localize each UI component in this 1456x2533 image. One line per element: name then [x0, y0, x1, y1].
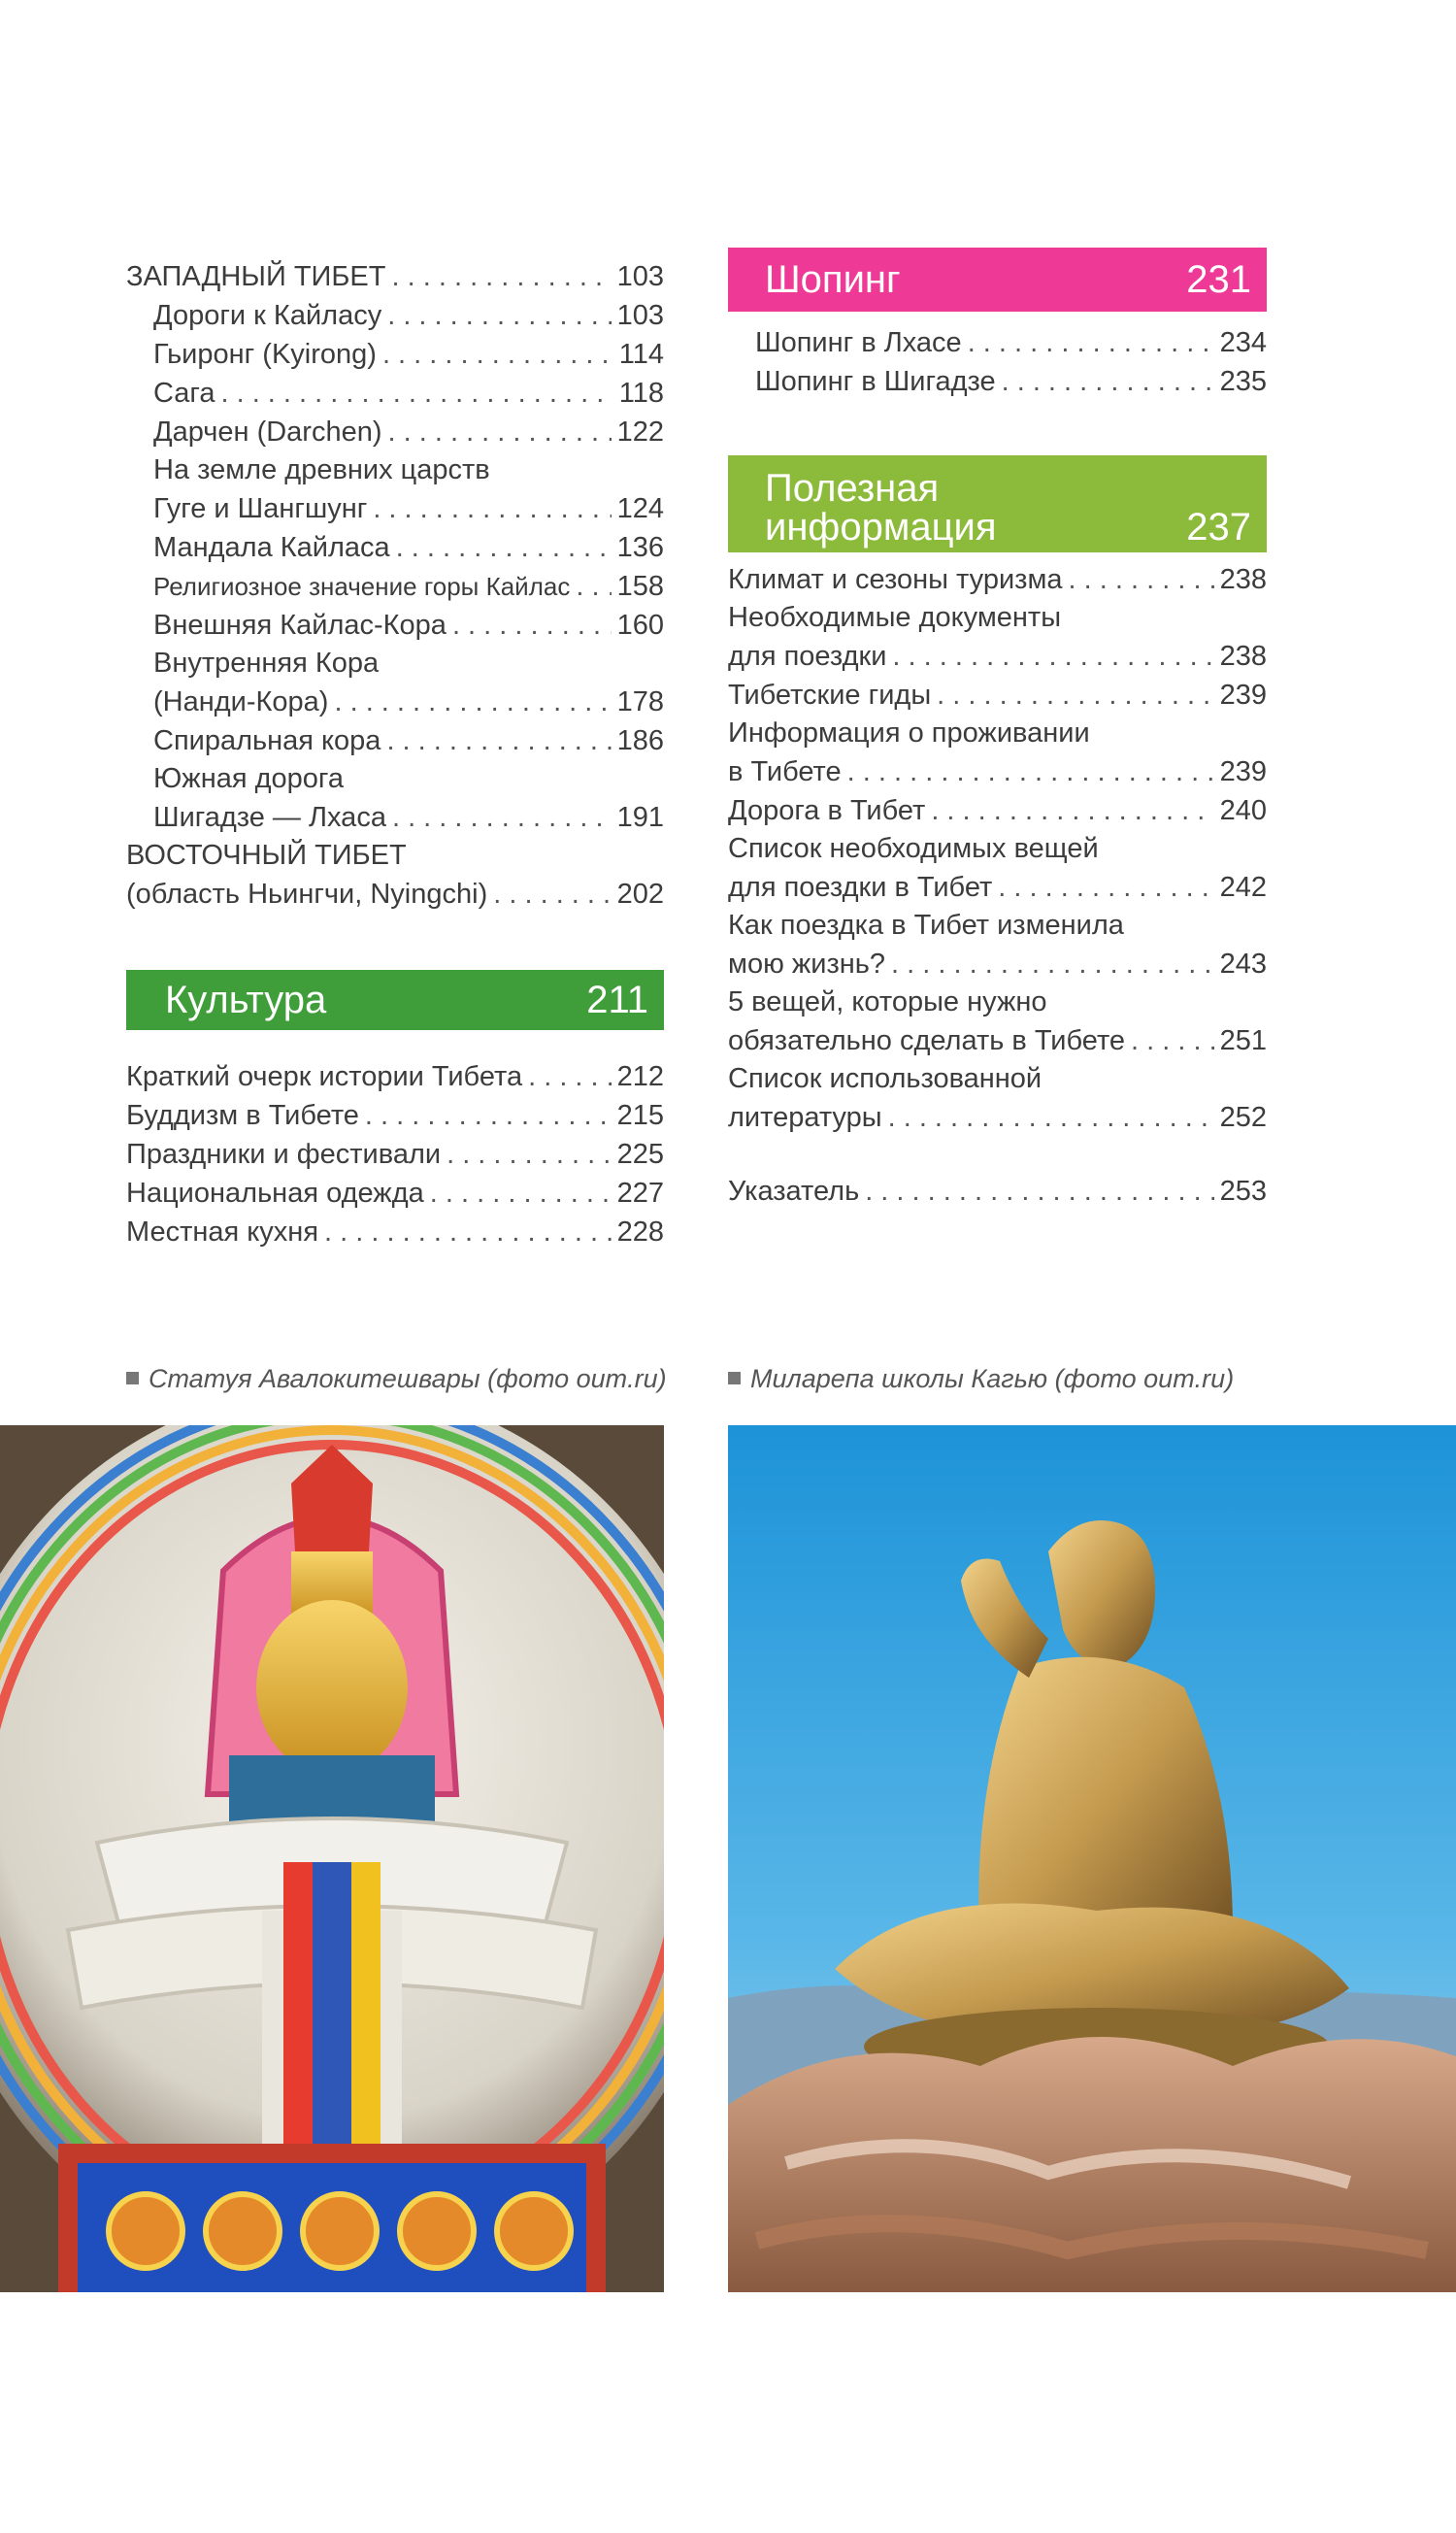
toc-entry[interactable]: (Нанди-Кора) . . . 178	[126, 683, 664, 721]
milarepa-image	[728, 1425, 1456, 2292]
toc-info-list	[728, 560, 1267, 1211]
photo-avalokiteshvara	[0, 1425, 664, 2292]
toc-entry[interactable]: Буддизм в Тибете . . . 215	[126, 1096, 664, 1135]
caption-right: Миларепа школы Кагью (фото oum.ru)	[728, 1364, 1234, 1394]
toc-entry[interactable]: в Тибете . . . 239	[728, 752, 1267, 791]
section-header-shopping[interactable]	[728, 248, 1267, 312]
toc-entry[interactable]: Праздники и фестивали . . . 225	[126, 1135, 664, 1174]
section-title: Полезная информация	[765, 467, 997, 549]
toc-entry[interactable]: Тибетские гиды . . . 239	[728, 676, 1267, 715]
toc-entry[interactable]: Внешняя Кайлас-Кора . . . 160	[126, 606, 664, 645]
toc-entry[interactable]: Гуге и Шангшунг . . . 124	[126, 489, 664, 528]
square-bullet-icon	[126, 1372, 139, 1384]
toc-entry[interactable]: Местная кухня . . . 228	[126, 1213, 664, 1251]
section-title: Шопинг	[765, 257, 901, 301]
toc-entry-line[interactable]: 5 вещей, которые нужно	[728, 986, 1047, 1017]
toc-entry[interactable]: мою жизнь? . . . 243	[728, 945, 1267, 983]
toc-entry-line[interactable]: Внутренняя Кора	[153, 648, 380, 679]
toc-entry-line[interactable]: Необходимые документы	[728, 602, 1062, 633]
toc-entry-line[interactable]: Информация о проживании	[728, 717, 1090, 749]
toc-entry[interactable]: Дороги к Кайласу . . . 103	[126, 296, 664, 335]
toc-entry[interactable]: (область Ньингчи, Nyingchi) . . . 202	[126, 875, 664, 914]
toc-entry[interactable]: Гьиронг (Kyirong) . . . 114	[126, 335, 664, 374]
toc-entry[interactable]: Дарчен (Darchen) . . . 122	[126, 413, 664, 451]
toc-entry[interactable]: Шопинг в Лхасе . . . 234	[755, 323, 1267, 362]
section-page: 211	[586, 978, 648, 1021]
toc-entry[interactable]: обязательно сделать в Тибете . . . 251	[728, 1021, 1267, 1060]
section-title: Культура	[165, 978, 327, 1021]
toc-entry-line[interactable]: Как поездка в Тибет изменила	[728, 910, 1124, 941]
toc-entry[interactable]: Климат и сезоны туризма . . . 238	[728, 560, 1267, 599]
section-header-useful-info[interactable]	[728, 455, 1267, 552]
section-page: 237	[1186, 506, 1251, 549]
caption-left: Статуя Авалокитешвары (фото oum.ru)	[126, 1364, 667, 1394]
toc-left-column	[126, 257, 664, 1251]
toc-entry-line[interactable]: Список необходимых вещей	[728, 833, 1099, 864]
toc-entry[interactable]: ЗАПАДНЫЙ ТИБЕТ . . . 103	[126, 257, 664, 296]
toc-entry[interactable]: Дорога в Тибет . . . 240	[728, 791, 1267, 830]
square-bullet-icon	[728, 1372, 741, 1384]
toc-entry-line[interactable]: На земле древних царств	[153, 454, 490, 485]
toc-entry-line[interactable]: Южная дорога	[153, 763, 344, 794]
avalokiteshvara-image	[0, 1425, 664, 2292]
section-page: 231	[1186, 257, 1251, 301]
toc-entry[interactable]: литературы . . . 252	[728, 1098, 1267, 1137]
toc-entry[interactable]: Национальная одежда . . . 227	[126, 1174, 664, 1213]
toc-entry[interactable]: для поездки в Тибет . . . 242	[728, 868, 1267, 907]
toc-entry[interactable]: Шопинг в Шигадзе . . . 235	[755, 362, 1267, 401]
toc-west-tibet-list	[126, 257, 664, 914]
toc-entry[interactable]: Мандала Кайласа . . . 136	[126, 528, 664, 567]
toc-culture-list	[126, 1057, 664, 1251]
toc-entry[interactable]: Шигадзе — Лхаса . . . 191	[126, 798, 664, 837]
toc-entry[interactable]: Сага . . . 118	[126, 374, 664, 413]
toc-entry[interactable]: Спиральная кора . . . 186	[126, 721, 664, 760]
photo-milarepa	[728, 1425, 1456, 2292]
toc-entry-line[interactable]: ВОСТОЧНЫЙ ТИБЕТ	[126, 840, 407, 871]
section-header-culture[interactable]	[126, 970, 664, 1030]
toc-entry-line[interactable]: Список использованной	[728, 1063, 1042, 1094]
toc-entry[interactable]: Религиозное значение горы Кайлас . . . 158	[126, 567, 664, 606]
toc-right-column	[728, 248, 1267, 1211]
toc-entry[interactable]: для поездки . . . 238	[728, 637, 1267, 676]
toc-entry[interactable]: Краткий очерк истории Тибета . . . 212	[126, 1057, 664, 1096]
toc-entry-index[interactable]: Указатель . . . 253	[728, 1172, 1267, 1211]
toc-shopping-list	[728, 323, 1267, 401]
